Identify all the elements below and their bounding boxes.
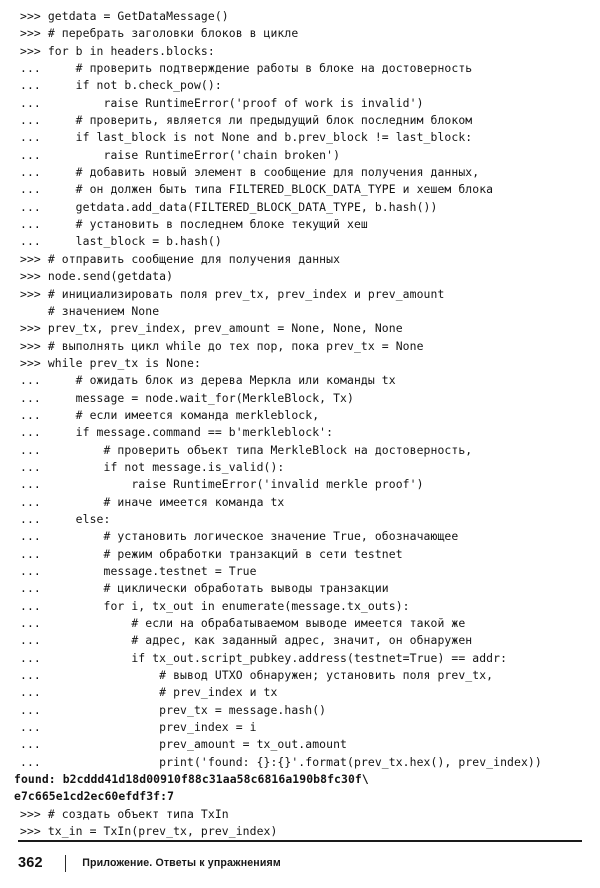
code-line: ... # проверить, является ли предыдущий блок последним блоком bbox=[20, 113, 473, 128]
code-line: ... # ожидать блок из дерева Меркла или команды tx bbox=[20, 373, 396, 388]
code-line: ... # если на обрабатываемом выводе имеется такой же bbox=[20, 616, 466, 631]
code-line: >>> prev_tx, prev_index, prev_amount = None, None, None bbox=[20, 321, 403, 336]
code-line: ... if not b.check_pow(): bbox=[20, 78, 222, 93]
footer-vertical-divider bbox=[65, 855, 66, 872]
code-line: ... # иначе имеется команда tx bbox=[20, 494, 285, 509]
code-line: ... message = node.wait_for(MerkleBlock, Tx) bbox=[20, 390, 354, 405]
code-line: ... if message.command == b'merkleblock': bbox=[20, 425, 334, 440]
code-line: >>> # перебрать заголовки блоков в цикле bbox=[20, 26, 299, 41]
code-line: ... # установить логическое значение True, обозначающее bbox=[20, 529, 459, 544]
code-line: >>> getdata = GetDataMessage() bbox=[20, 9, 229, 23]
code-line: ... prev_amount = tx_out.amount bbox=[20, 737, 348, 752]
code-line: ... # вывод UTXO обнаружен; установить поля prev_tx, bbox=[20, 668, 494, 683]
page-footer bbox=[18, 850, 582, 876]
code-line: ... raise RuntimeError('chain broken') bbox=[20, 147, 341, 162]
trailing-line: >>> tx_in = TxIn(prev_tx, prev_index) bbox=[20, 824, 278, 839]
code-line: ... if last_block is not None and b.prev_block != last_block: bbox=[20, 130, 473, 145]
page-number: 362 bbox=[18, 855, 43, 871]
code-line: >>> # выполнять цикл while до тех пор, пока prev_tx = None bbox=[20, 338, 424, 353]
code-line: ... message.testnet = True bbox=[20, 564, 257, 578]
footer-divider-rule bbox=[18, 840, 582, 842]
code-line: ... # он должен быть типа FILTERED_BLOCK_DATA_TYPE и хешем блока bbox=[20, 182, 494, 197]
code-line: ... last_block = b.hash() bbox=[20, 234, 222, 249]
code-line: ... prev_index = i bbox=[20, 720, 257, 735]
code-line: ... # циклически обработать выводы транзакции bbox=[20, 581, 389, 596]
code-line: ... # если имеется команда merkleblock, bbox=[20, 407, 320, 422]
code-line: ... # адрес, как заданный адрес, значит, он обнаружен bbox=[20, 633, 473, 648]
code-line: ... # добавить новый элемент в сообщение для получения данных, bbox=[20, 165, 480, 180]
code-line: ... raise RuntimeError('proof of work is invalid') bbox=[20, 95, 424, 110]
code-line: >>> while prev_tx is None: bbox=[20, 355, 201, 370]
code-line: ... # проверить объект типа MerkleBlock на достоверность, bbox=[20, 442, 473, 457]
trailing-line: >>> # создать объект типа TxIn bbox=[20, 806, 229, 821]
code-line: ... # проверить подтверждение работы в блоке на достоверность bbox=[20, 61, 473, 76]
code-line: ... # режим обработки транзакций в сети testnet bbox=[20, 546, 403, 561]
code-line: ... print('found: {}:{}'.format(prev_tx.hex(), prev_index)) bbox=[20, 754, 542, 769]
output-line: e7c665e1cd2ec60efdf3f:7 bbox=[14, 789, 175, 804]
code-line: ... prev_tx = message.hash() bbox=[20, 702, 327, 717]
code-line: ... raise RuntimeError('invalid merkle proof') bbox=[20, 477, 424, 492]
code-listing bbox=[14, 8, 592, 841]
code-line: >>> # отправить сообщение для получения данных bbox=[20, 251, 341, 266]
code-line: ... if tx_out.script_pubkey.address(testnet=True) == addr: bbox=[20, 650, 508, 665]
code-line: ... if not message.is_valid(): bbox=[20, 459, 285, 474]
code-line: >>> for b in headers.blocks: bbox=[20, 43, 215, 58]
output-line: found: b2cddd41d18d00910f88c31aa58c6816a190b8fc30f\ bbox=[14, 772, 369, 787]
code-line: ... else: bbox=[20, 511, 111, 526]
code-line: >>> # инициализировать поля prev_tx, prev_index и prev_amount bbox=[20, 286, 445, 301]
code-line: >>> node.send(getdata) bbox=[20, 269, 174, 284]
code-line: ... # установить в последнем блоке текущий хеш bbox=[20, 217, 368, 232]
code-line: ... for i, tx_out in enumerate(message.tx_outs): bbox=[20, 598, 410, 613]
code-line: ... getdata.add_data(FILTERED_BLOCK_DATA_TYPE, b.hash()) bbox=[20, 199, 438, 214]
code-line: ... # prev_index и tx bbox=[20, 685, 278, 700]
running-head: Приложение. Ответы к упражнениям bbox=[82, 857, 281, 869]
code-line: # значением None bbox=[20, 303, 160, 318]
